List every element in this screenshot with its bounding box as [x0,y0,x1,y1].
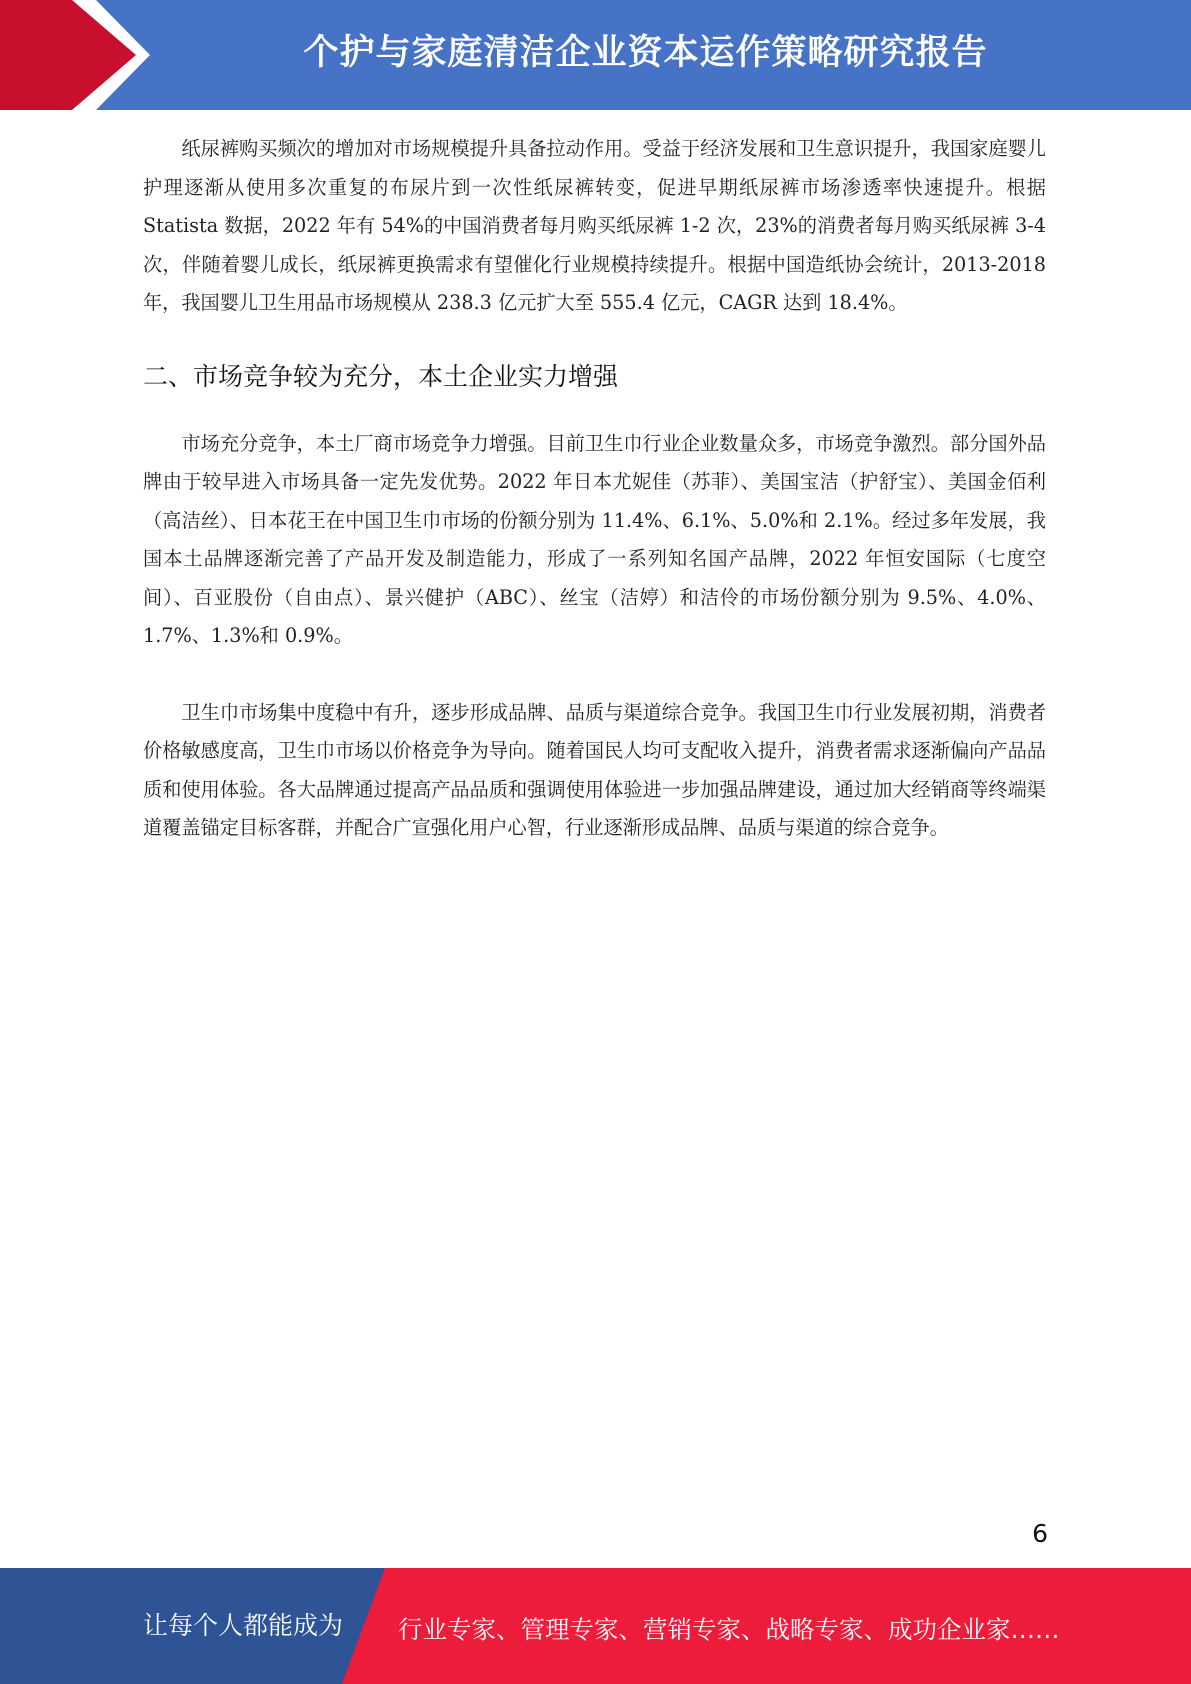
page-header-banner [0,0,1191,110]
paragraph-market-concentration: 卫生巾市场集中度稳中有升，逐步形成品牌、品质与渠道综合竞争。我国卫生巾行业发展初期，消费者价格敏感度高，卫生巾市场以价格竞争为导向。随着国民人均可支配收入提升，消费者需求逐渐偏向产品品质和使用体验。各大品牌通过提高产品品质和强调使用体验进一步加强品牌建设，通过加大经销商等终端渠道覆盖锚定目标客群，并配合广宣强化用户心智，行业逐渐形成品牌、品质与渠道的综合竞争。 [143,700,1046,839]
header-red-arrow-shape [0,0,136,110]
footer-slogan-right: 行业专家、管理专家、营销专家、战略专家、成功企业家…… [398,1615,1060,1644]
paragraph-market-share: 市场充分竞争，本土厂商市场竞争力增强。目前卫生巾行业企业数量众多，市场竞争激烈。部分国外品牌由于较早进入市场具备一定先发优势。2022 年日本尤妮佳（苏菲）、美国宝洁（护舒宝）、美国金佰利（高洁丝）、日本花王在中国卫生巾市场的份额分别为 11.4%、6.1%、5.0%和 2.1%。经过多年发展，我国本土品牌逐渐完善了产品开发及制造能力，形成了一系列知名国产品牌，2022 年恒安国际（七度空间）、百亚股份（自由点）、景兴健护（ABC）、丝宝（洁婷）和洁伶的市场份额分别为 9.5%、4.0%、1.7%、1.3%和 0.9%。 [143,431,1046,647]
paragraph-diaper-purchase-frequency: 纸尿裤购买频次的增加对市场规模提升具备拉动作用。受益于经济发展和卫生意识提升，我国家庭婴儿护理逐渐从使用多次重复的布尿片到一次性纸尿裤转变，促进早期纸尿裤市场渗透率快速提升。根据 Statista 数据，2022 年有 54%的中国消费者每月购买纸尿裤 1-2 次，23%的消费者每月购买纸尿裤 3-4 次，伴随着婴儿成长，纸尿裤更换需求有望催化行业规模持续提升。根据中国造纸协会统计，2013-2018 年，我国婴儿卫生用品市场规模从 238.3 亿元扩大至 555.4 亿元，CAGR 达到 18.4%。 [143,137,1046,314]
document-body [143,130,1046,848]
section-heading-market-competition: 二、市场竞争较为充分，本土企业实力增强 [143,361,619,391]
footer-slogan-left: 让每个人都能成为 [143,1611,344,1640]
page-footer-banner [0,1568,1191,1684]
report-title: 个护与家庭清洁企业资本运作策略研究报告 [303,33,988,73]
page-number: 6 [1032,1519,1048,1548]
